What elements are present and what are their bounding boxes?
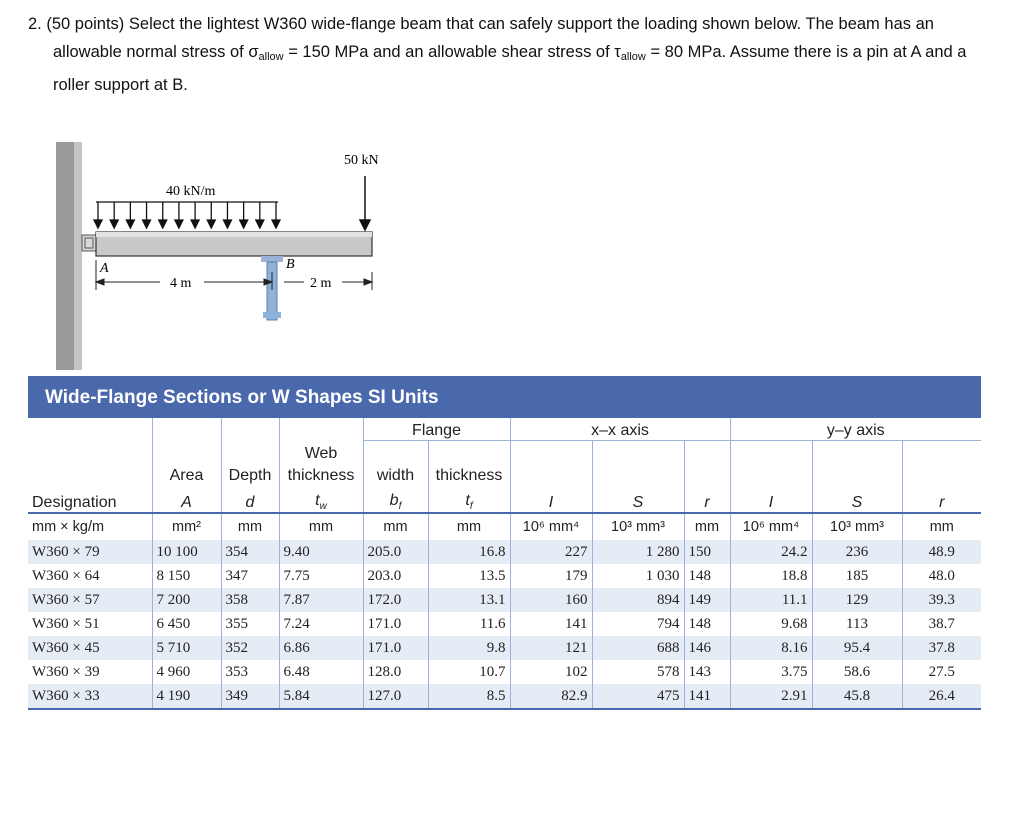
xx-axis-group-header: x–x axis (510, 418, 730, 441)
wall-highlight (74, 142, 82, 370)
value-cell: 128.0 (363, 660, 428, 684)
value-cell: 102 (510, 660, 592, 684)
unit-cell: 10⁶ mm⁴ (510, 513, 592, 540)
value-cell: 205.0 (363, 540, 428, 564)
value-cell: 45.8 (812, 684, 902, 708)
table-row (28, 564, 981, 588)
web-header: Web (279, 441, 363, 464)
unit-cell: mm × kg/m (28, 513, 152, 540)
value-cell: 171.0 (363, 612, 428, 636)
unit-cell: 10³ mm³ (592, 513, 684, 540)
value-cell: 48.0 (902, 564, 981, 588)
udl-arrow-head (175, 220, 183, 228)
value-cell: 16.8 (428, 540, 510, 564)
flange-group-header: Flange (363, 418, 510, 441)
beam-top-edge (96, 232, 372, 237)
unit-cell: mm² (152, 513, 221, 540)
designation-cell: W360 × 79 (28, 540, 152, 564)
unit-cell: mm (279, 513, 363, 540)
value-cell: 149 (684, 588, 730, 612)
support-b-cap (261, 256, 283, 262)
problem-line-3: pin at A and a roller support at B. (53, 43, 967, 94)
value-cell: 121 (510, 636, 592, 660)
ry-symbol: r (902, 485, 981, 513)
value-cell: 6.48 (279, 660, 363, 684)
value-cell: 227 (510, 540, 592, 564)
designation-header: Designation (32, 494, 117, 511)
value-cell: 48.9 (902, 540, 981, 564)
value-cell: 352 (221, 636, 279, 660)
value-cell: 4 960 (152, 660, 221, 684)
table-row (28, 612, 981, 636)
value-cell: 6.86 (279, 636, 363, 660)
udl-arrow-head (191, 220, 199, 228)
value-cell: 11.1 (730, 588, 812, 612)
table-row (28, 660, 981, 684)
value-cell: 347 (221, 564, 279, 588)
udl-arrow-head (110, 220, 118, 228)
value-cell: 171.0 (363, 636, 428, 660)
value-cell: 172.0 (363, 588, 428, 612)
ix-symbol: I (510, 485, 592, 513)
iy-symbol: I (730, 485, 812, 513)
value-cell: 1 030 (592, 564, 684, 588)
table-row (28, 540, 981, 564)
value-cell: 9.8 (428, 636, 510, 660)
udl-arrow-head (256, 220, 264, 228)
span-ab-label: 4 m (170, 276, 192, 291)
value-cell: 113 (812, 612, 902, 636)
unit-cell: mm (902, 513, 981, 540)
udl-arrow-head (207, 220, 215, 228)
w-shapes-table (28, 376, 981, 710)
udl-arrow-head (272, 220, 280, 228)
point-load-arrow (360, 176, 370, 230)
table-row (28, 588, 981, 612)
value-cell: 82.9 (510, 684, 592, 708)
value-cell: 37.8 (902, 636, 981, 660)
problem-paragraph (28, 10, 988, 99)
value-cell: 3.75 (730, 660, 812, 684)
value-cell: 236 (812, 540, 902, 564)
problem-line-2c: = 80 MPa. Assume there is a (645, 43, 862, 61)
web-thickness-header: thickness (279, 463, 363, 485)
value-cell: 794 (592, 612, 684, 636)
value-cell: 355 (221, 612, 279, 636)
value-cell: 185 (812, 564, 902, 588)
sigma-subscript: allow (258, 51, 284, 63)
area-header: Area (152, 463, 221, 485)
value-cell: 24.2 (730, 540, 812, 564)
udl-arrow-head (223, 220, 231, 228)
value-cell: 95.4 (812, 636, 902, 660)
problem-line-1: 2. (50 points) Select the lightest W360 wide-flange beam that can safely support the loading shown below. The beam (28, 15, 880, 33)
value-cell: 354 (221, 540, 279, 564)
depth-symbol: d (221, 485, 279, 513)
table-bottom-rule (28, 708, 981, 710)
value-cell: 578 (592, 660, 684, 684)
value-cell: 141 (684, 684, 730, 708)
udl-arrow-head (240, 220, 248, 228)
problem-line-2b: = 150 MPa and an allowable shear stress of τ (283, 43, 621, 61)
unit-cell: 10³ mm³ (812, 513, 902, 540)
sx-symbol: S (592, 485, 684, 513)
value-cell: 179 (510, 564, 592, 588)
unit-cell: mm (428, 513, 510, 540)
value-cell: 2.91 (730, 684, 812, 708)
pin-bracket (82, 235, 96, 251)
value-cell: 8 150 (152, 564, 221, 588)
value-cell: 9.40 (279, 540, 363, 564)
value-cell: 146 (684, 636, 730, 660)
value-cell: 688 (592, 636, 684, 660)
value-cell: 148 (684, 612, 730, 636)
udl-arrow-head (94, 220, 102, 228)
unit-cell: mm (363, 513, 428, 540)
area-symbol: A (152, 485, 221, 513)
table-rows (28, 540, 981, 708)
table-title: Wide-Flange Sections or W Shapes SI Units (28, 376, 981, 418)
value-cell: 38.7 (902, 612, 981, 636)
value-cell: 13.1 (428, 588, 510, 612)
problem-statement (28, 10, 988, 99)
distributed-load-label: 40 kN/m (166, 184, 216, 199)
value-cell: 894 (592, 588, 684, 612)
support-a-label: A (100, 261, 109, 276)
value-cell: 9.68 (730, 612, 812, 636)
units-row (28, 513, 981, 540)
beam-diagram (52, 140, 382, 372)
value-cell: 160 (510, 588, 592, 612)
value-cell: 353 (221, 660, 279, 684)
designation-cell: W360 × 33 (28, 684, 152, 708)
support-b-label: B (286, 257, 295, 272)
problem-line-2a: has an allowable normal stress of σ (53, 15, 934, 61)
udl-arrow-head (143, 220, 151, 228)
tau-subscript: allow (620, 51, 646, 63)
support-b-base (263, 312, 281, 318)
value-cell: 141 (510, 612, 592, 636)
value-cell: 5.84 (279, 684, 363, 708)
depth-header: Depth (221, 463, 279, 485)
value-cell: 5 710 (152, 636, 221, 660)
table-row (28, 684, 981, 708)
value-cell: 4 190 (152, 684, 221, 708)
value-cell: 7.75 (279, 564, 363, 588)
value-cell: 58.6 (812, 660, 902, 684)
value-cell: 143 (684, 660, 730, 684)
value-cell: 1 280 (592, 540, 684, 564)
value-cell: 10 100 (152, 540, 221, 564)
unit-cell: 10⁶ mm⁴ (730, 513, 812, 540)
support-b-column (267, 262, 277, 320)
value-cell: 127.0 (363, 684, 428, 708)
value-cell: 358 (221, 588, 279, 612)
designation-cell: W360 × 51 (32, 615, 100, 632)
value-cell: 148 (684, 564, 730, 588)
value-cell: 18.8 (730, 564, 812, 588)
distributed-load (94, 202, 280, 228)
flange-thickness-header: thickness (428, 463, 510, 485)
value-cell: 7.87 (279, 588, 363, 612)
value-cell: 7 200 (152, 588, 221, 612)
value-cell: 7.24 (279, 612, 363, 636)
value-cell: 6 450 (152, 612, 221, 636)
overhang-label: 2 m (310, 276, 332, 291)
value-cell: 129 (812, 588, 902, 612)
udl-arrow-head (126, 220, 134, 228)
section-properties-table (28, 418, 981, 708)
designation-cell: W360 × 45 (28, 636, 152, 660)
table-row (28, 636, 981, 660)
value-cell: 10.7 (428, 660, 510, 684)
yy-axis-group-header: y–y axis (730, 418, 981, 441)
designation-cell: W360 × 39 (32, 663, 100, 680)
rx-symbol: r (684, 485, 730, 513)
width-symbol: $b_f$ (363, 485, 428, 513)
point-load-label: 50 kN (344, 153, 379, 168)
designation-cell: W360 × 64 (32, 567, 100, 584)
thickness-symbol: $t_f$ (428, 485, 510, 513)
flange-width-header: width (363, 463, 428, 485)
value-cell: 27.5 (902, 660, 981, 684)
web-symbol: $t_w$ (279, 485, 363, 513)
value-cell: 203.0 (363, 564, 428, 588)
value-cell: 8.16 (730, 636, 812, 660)
sy-symbol: S (812, 485, 902, 513)
value-cell: 8.5 (428, 684, 510, 708)
value-cell: 39.3 (902, 588, 981, 612)
designation-cell: W360 × 57 (28, 588, 152, 612)
value-cell: 150 (684, 540, 730, 564)
unit-cell: mm (684, 513, 730, 540)
udl-arrow-head (159, 220, 167, 228)
value-cell: 13.5 (428, 564, 510, 588)
value-cell: 349 (221, 684, 279, 708)
unit-cell: mm (221, 513, 279, 540)
value-cell: 26.4 (902, 684, 981, 708)
value-cell: 475 (592, 684, 684, 708)
value-cell: 11.6 (428, 612, 510, 636)
